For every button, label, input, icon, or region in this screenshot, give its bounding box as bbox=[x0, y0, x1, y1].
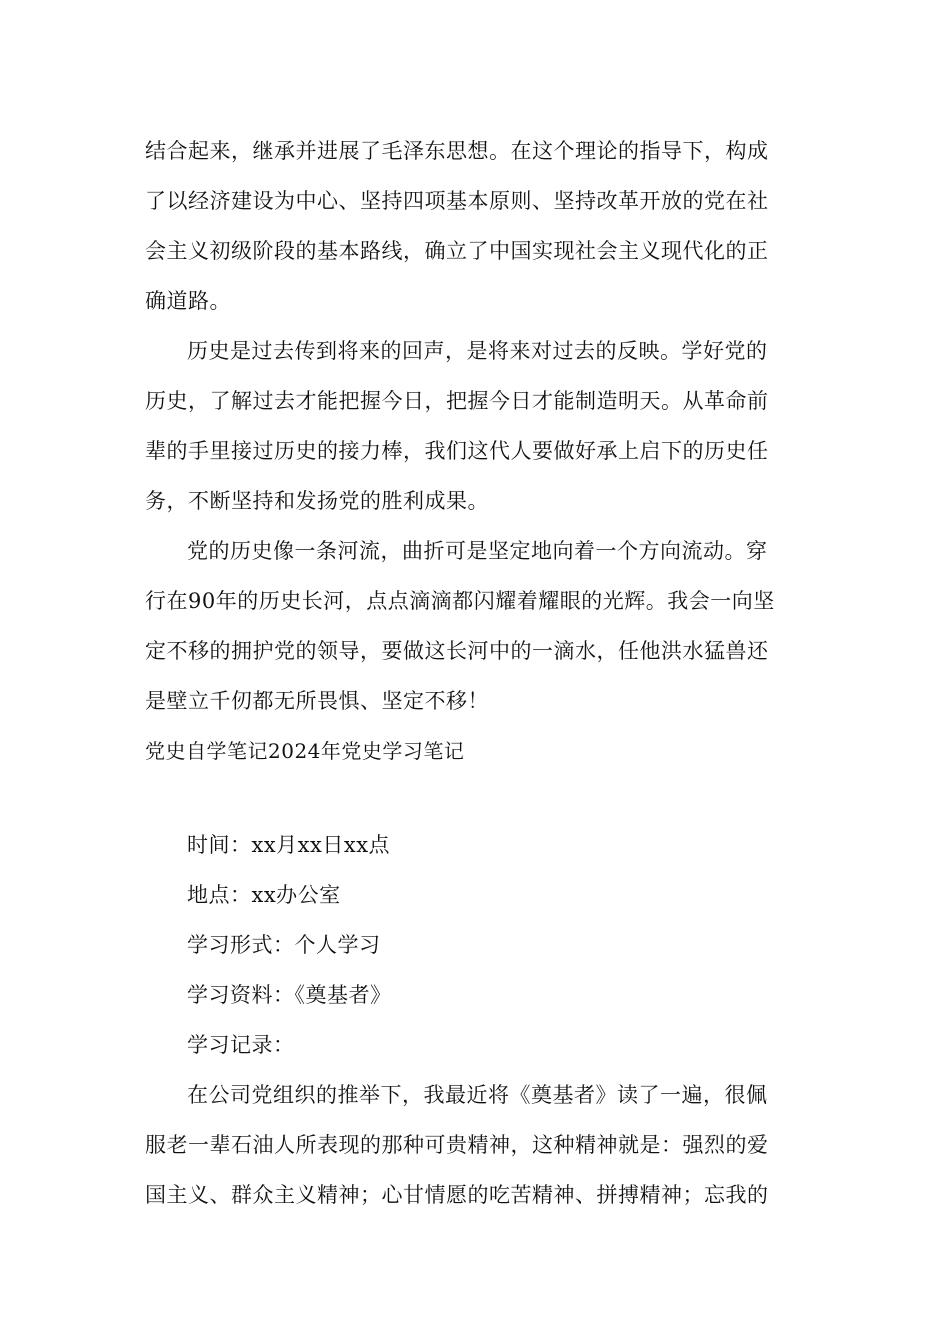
meta-record: 学习记录： bbox=[187, 1033, 295, 1057]
paragraph-2-line-4: 务，不断坚持和发扬党的胜利成果。 bbox=[145, 489, 489, 513]
paragraph-3-line-2: 行在90年的历史长河，点点滴滴都闪耀着耀眼的光辉。我会一向坚 bbox=[145, 589, 775, 613]
meta-info bbox=[145, 828, 809, 1078]
paragraph-4 bbox=[145, 1078, 809, 1228]
document-body-upper bbox=[145, 134, 809, 784]
paragraph-4-line-3: 国主义、群众主义精神；心甘情愿的吃苦精神、拼搏精神；忘我的 bbox=[145, 1183, 769, 1207]
paragraph-3-line-4: 是壁立千仞都无所畏惧、坚定不移！ bbox=[145, 689, 489, 713]
meta-material: 学习资料：《奠基者》 bbox=[187, 983, 392, 1007]
section-title: 党史自学笔记2024年党史学习笔记 bbox=[145, 739, 465, 763]
document-body-lower bbox=[145, 828, 809, 1228]
paragraph-1-line-3: 会主义初级阶段的基本路线，确立了中国实现社会主义现代化的正 bbox=[145, 239, 769, 263]
paragraph-2-line-1: 历史是过去传到将来的回声，是将来对过去的反映。学好党的 bbox=[187, 339, 768, 363]
paragraph-4-line-1: 在公司党组织的推举下，我最近将《奠基者》读了一遍，很佩 bbox=[187, 1083, 768, 1107]
meta-form: 学习形式：个人学习 bbox=[187, 933, 381, 957]
paragraph-1 bbox=[145, 134, 809, 334]
meta-place: 地点：xx办公室 bbox=[187, 883, 341, 907]
paragraph-3-line-3: 定不移的拥护党的领导，要做这长河中的一滴水，任他洪水猛兽还 bbox=[145, 639, 769, 663]
paragraph-3 bbox=[145, 534, 809, 734]
paragraph-3-line-1: 党的历史像一条河流，曲折可是坚定地向着一个方向流动。穿 bbox=[187, 539, 768, 563]
paragraph-1-line-1: 结合起来，继承并进展了毛泽东思想。在这个理论的指导下，构成 bbox=[145, 139, 769, 163]
paragraph-2-line-3: 辈的手里接过历史的接力棒，我们这代人要做好承上启下的历史任 bbox=[145, 439, 769, 463]
paragraph-1-line-4: 确道路。 bbox=[145, 289, 231, 313]
paragraph-2-line-2: 历史，了解过去才能把握今日，把握今日才能制造明天。从革命前 bbox=[145, 389, 769, 413]
paragraph-1-line-2: 了以经济建设为中心、坚持四项基本原则、坚持改革开放的党在社 bbox=[145, 189, 769, 213]
paragraph-2 bbox=[145, 334, 809, 534]
meta-time: 时间：xx月xx日xx点 bbox=[187, 833, 391, 857]
paragraph-4-line-2: 服老一辈石油人所表现的那种可贵精神，这种精神就是：强烈的爱 bbox=[145, 1133, 769, 1157]
